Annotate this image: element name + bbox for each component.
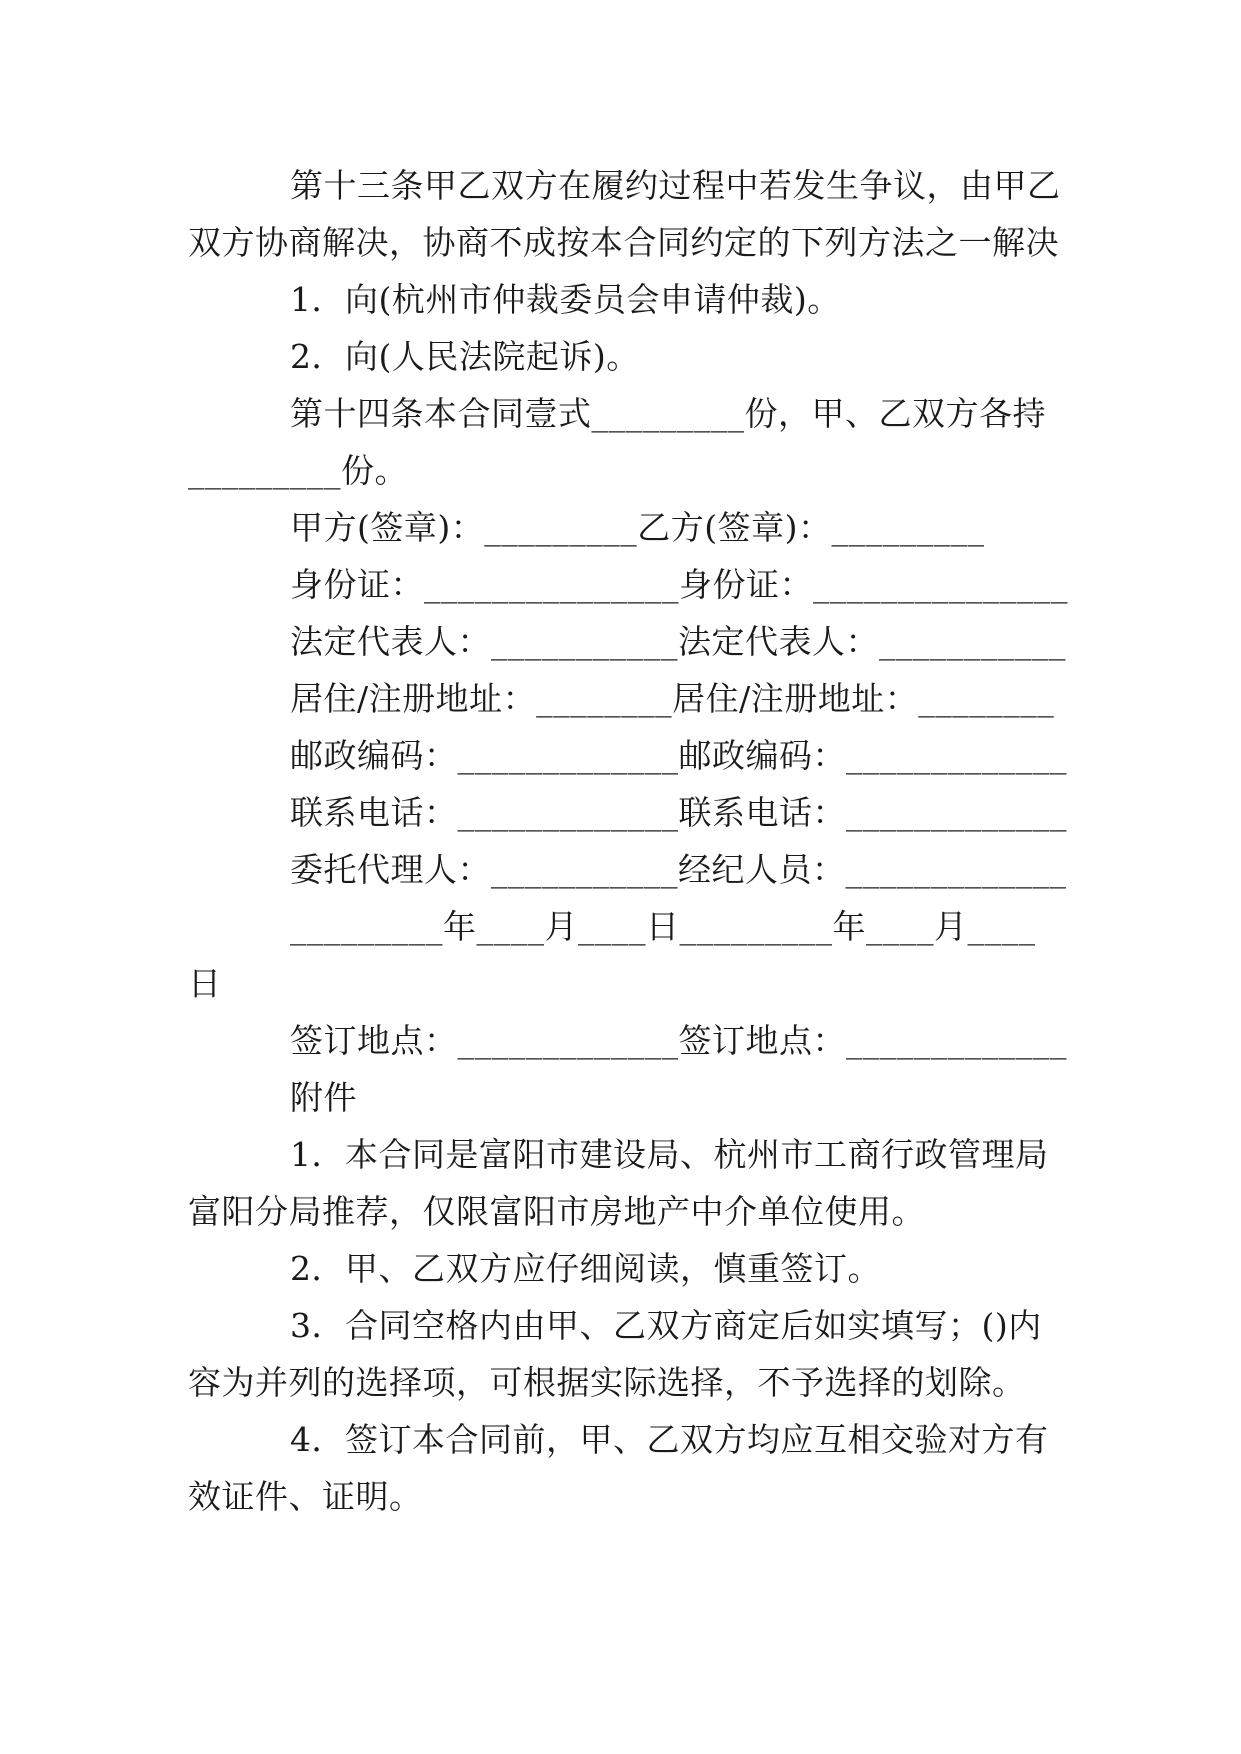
phone-line: 联系电话：_____________联系电话：_____________ [290,793,1067,832]
address-line: 居住/注册地址：________居住/注册地址：________ [290,679,1055,718]
appendix-heading: 附件 [290,1078,357,1117]
appendix-note-4-line-1: 4．签订本合同前，甲、乙双方均应互相交验对方有 [290,1420,1049,1459]
signature-line: 甲方(签章)：_________乙方(签章)：_________ [290,508,985,547]
date-line-continuation: 日 [188,964,222,1003]
legal-representative-line: 法定代表人：___________法定代表人：___________ [290,622,1066,661]
article-13-line-2: 双方协商解决，协商不成按本合同约定的下列方法之一解决 [188,223,1059,262]
appendix-note-1-line-2: 富阳分局推荐，仅限富阳市房地产中介单位使用。 [188,1192,925,1231]
appendix-note-2: 2．甲、乙双方应仔细阅读，慎重签订。 [290,1249,881,1288]
article-14-line-1: 第十四条本合同壹式_________份，甲、乙双方各持 [290,394,1046,433]
article-14-line-2: _________份。 [188,451,408,490]
appendix-note-3-line-2: 容为并列的选择项，可根据实际选择，不予选择的划除。 [188,1363,1026,1402]
appendix-note-1-line-1: 1．本合同是富阳市建设局、杭州市工商行政管理局 [290,1135,1049,1174]
article-13-line-1: 第十三条甲乙双方在履约过程中若发生争议，由甲乙 [290,166,1061,205]
signing-place-line: 签订地点：_____________签订地点：_____________ [290,1021,1067,1060]
agent-line: 委托代理人：___________经纪人员：_____________ [290,850,1067,889]
appendix-note-4-line-2: 效证件、证明。 [188,1477,423,1516]
appendix-note-3-line-1: 3．合同空格内由甲、乙双方商定后如实填写；()内 [290,1306,1042,1345]
postal-code-line: 邮政编码：_____________邮政编码：_____________ [290,736,1067,775]
id-card-line: 身份证：_______________身份证：_______________ [290,565,1068,604]
dispute-option-1: 1．向(杭州市仲裁委员会申请仲裁)。 [290,280,841,319]
dispute-option-2: 2．向(人民法院起诉)。 [290,337,640,376]
date-line: _________年____月____日_________年____月____ [290,907,1036,946]
